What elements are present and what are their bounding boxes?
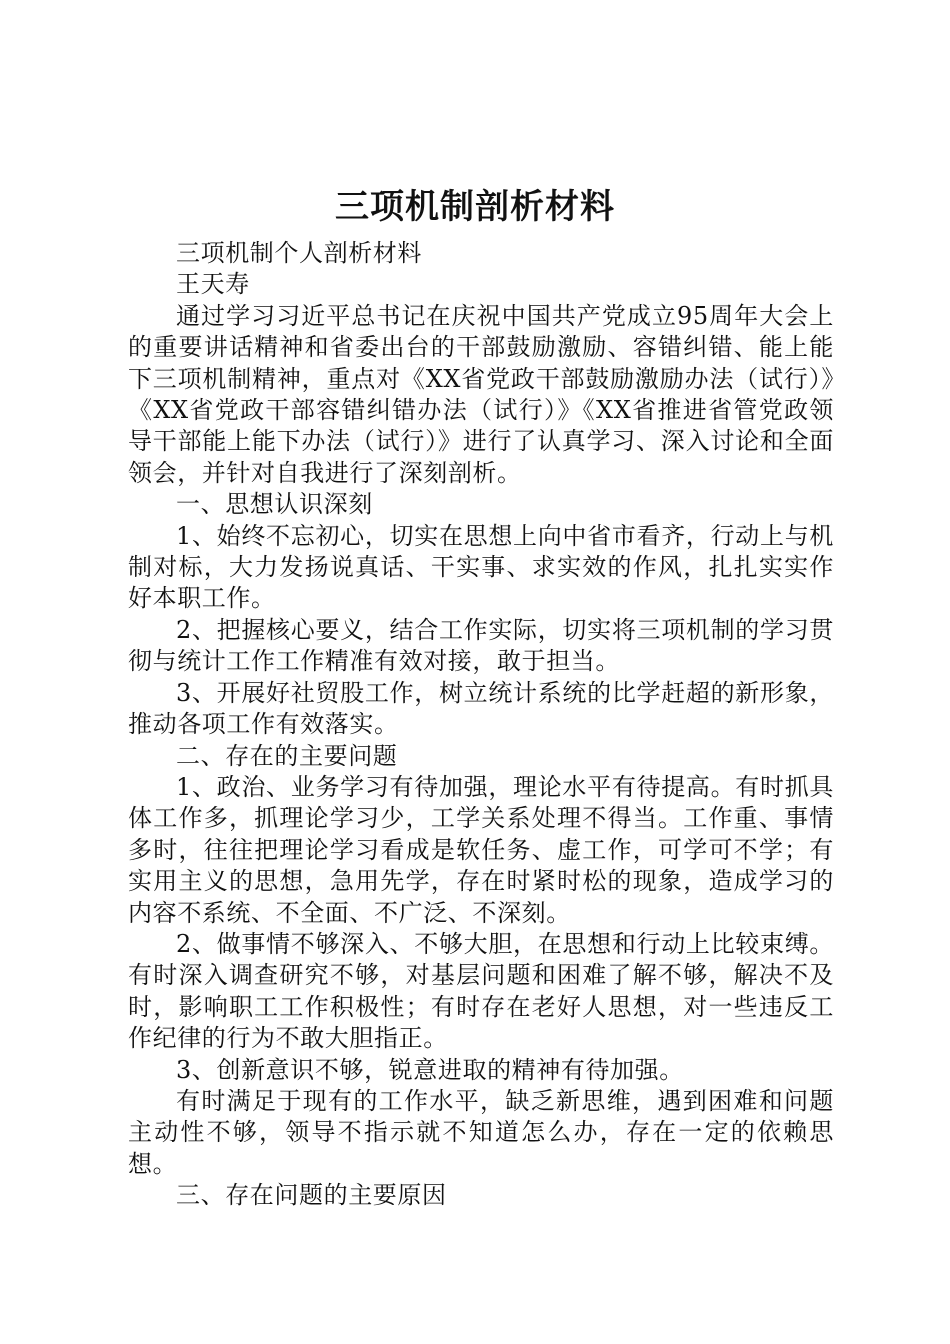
author-paragraph: 王天寿	[176, 270, 250, 299]
intro-paragraph: 通过学习习近平总书记在庆祝中国共产党成立95周年大会上的重要讲话精神和省委出台的干部鼓励激励、容错纠错、能上能下三项机制精神，重点对《XX省党政干部鼓励激励办法（试行）》《XX省党政干部容错纠错办法（试行）》《XX省推进省管党政领导干部能上能下办法（试行）》进行了认真学习、深入讨论和全面领会，并针对自我进行了深刻剖析。	[128, 301, 834, 487]
subtitle-paragraph: 三项机制个人剖析材料	[176, 239, 422, 267]
body-paragraph: 2、做事情不够深入、不够大胆，在思想和行动上比较束缚。有时深入调查研究不够，对基层问题和困难了解不够，解决不及时，影响职工工作积极性；有时存在老好人思想，对一些违反工作纪律的行为不敢大胆指正。	[128, 929, 834, 1053]
section-heading-2: 二、存在的主要问题	[176, 741, 398, 770]
body-paragraph: 2、把握核心要义，结合工作实际，切实将三项机制的学习贯彻与统计工作工作精准有效对接，敢于担当。	[128, 615, 834, 676]
section-heading-1: 一、思想认识深刻	[176, 490, 373, 519]
body-paragraph: 1、政治、业务学习有待加强，理论水平有待提高。有时抓具体工作多，抓理论学习少，工学关系处理不得当。工作重、事情多时，往往把理论学习看成是软任务、虚工作，可学可不学；有实用主义的思想，急用先学，存在时紧时松的现象，造成学习的内容不系统、不全面、不广泛、不深刻。	[128, 772, 834, 927]
body-paragraph: 3、创新意识不够，锐意进取的精神有待加强。	[176, 1055, 684, 1084]
body-paragraph: 3、开展好社贸股工作，树立统计系统的比学赶超的新形象，推动各项工作有效落实。	[128, 678, 834, 739]
document-title: 三项机制剖析材料	[335, 187, 615, 227]
document-body	[128, 238, 834, 1212]
body-paragraph: 有时满足于现有的工作水平，缺乏新思维，遇到困难和问题主动性不够，领导不指示就不知道怎么办，存在一定的依赖思想。	[128, 1086, 834, 1178]
body-paragraph: 1、始终不忘初心，切实在思想上向中省市看齐，行动上与机制对标，大力发扬说真话、干实事、求实效的作风，扎扎实实作好本职工作。	[128, 521, 834, 613]
section-heading-3: 三、存在问题的主要原因	[176, 1181, 447, 1210]
